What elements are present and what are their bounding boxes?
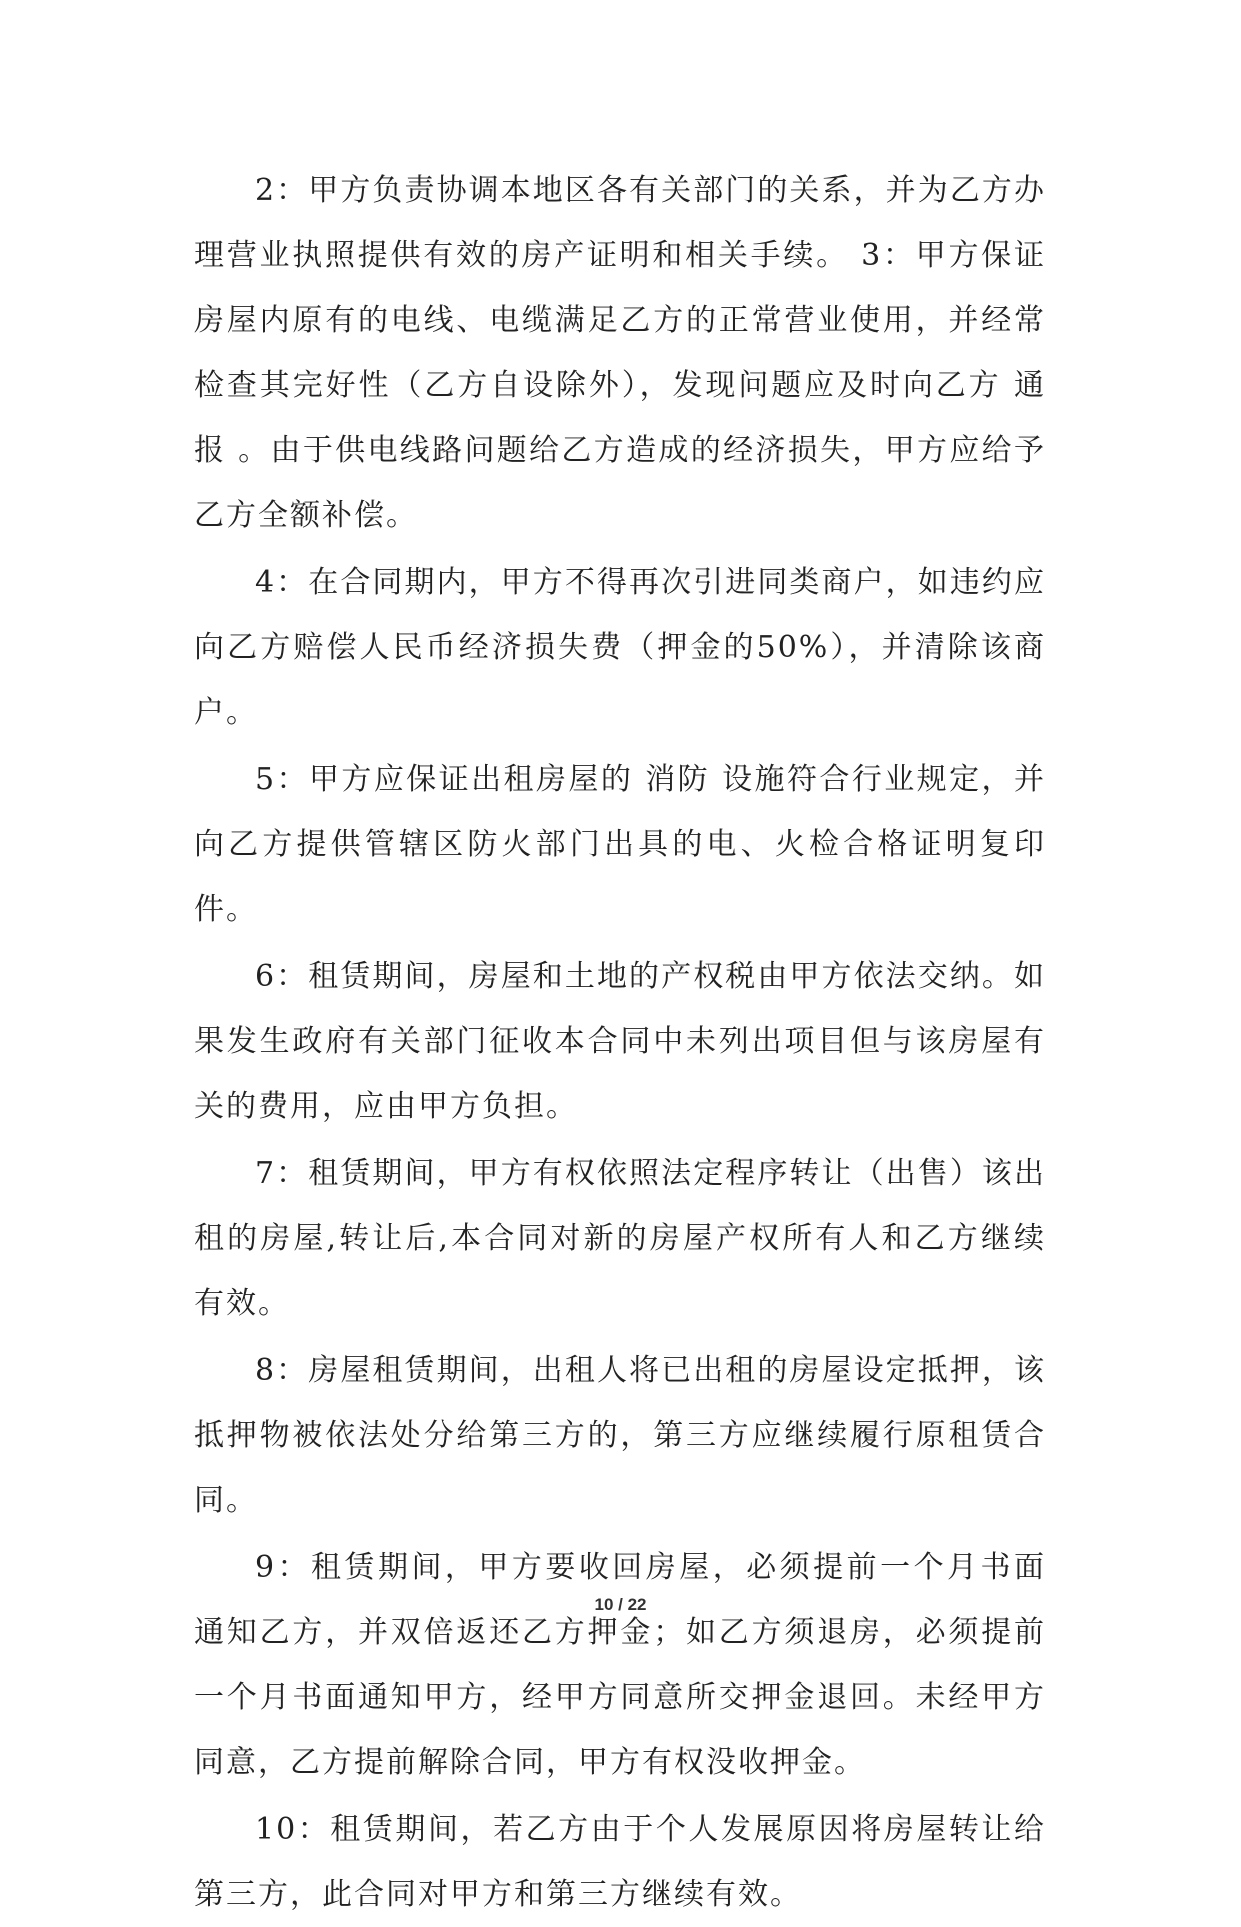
clause-paragraph: 2：甲方负责协调本地区各有关部门的关系，并为乙方办理营业执照提供有效的房产证明和相关手续。 3：甲方保证房屋内原有的电线、电缆满足乙方的正常营业使用，并经常检查其完好性（乙方自设除外），发现问题应及时向乙方 通报 。由于供电线路问题给乙方造成的经济损失，甲方应给予乙方全额补偿。 (194, 173, 1046, 533)
clause-paragraph: 9：租赁期间，甲方要收回房屋，必须提前一个月书面 通知乙方，并双倍返还乙方押金；如乙方须退房，必须提前一个月书面通知甲方，经甲方同意所交押金退回。未经甲方同意，乙方提前解除合同，甲方有权没收押金。 (194, 1550, 1058, 1780)
clause-paragraph: 8：房屋租赁期间，出租人将已出租的房屋设定抵押，该抵押物被依法处分给第三方的，第三方应继续履行原租赁合同。 (194, 1353, 1046, 1518)
document-body (194, 158, 1058, 1927)
clause-paragraph: 5：甲方应保证出租房屋的 消防 设施符合行业规定，并向乙方提供管辖区防火部门出具的电、火检合格证明复印件。 (194, 762, 1046, 927)
page-number: 10 / 22 (594, 1595, 647, 1614)
clause-paragraph: 10：租赁期间，若乙方由于个人发展原因将房屋转让给第三方，此合同对甲方和第三方继续有效。 (194, 1812, 1046, 1912)
clause-paragraph: 6：租赁期间，房屋和土地的产权税由甲方依法交纳。如果发生政府有关部门征收本合同中未列出项目但与该房屋有关的费用，应由甲方负担。 (194, 959, 1046, 1124)
clause-paragraph: 7：租赁期间，甲方有权依照法定程序转让（出售）该出租的房屋,转让后,本合同对新的房屋产权所有人和乙方继续有效。 (194, 1156, 1046, 1321)
clause-paragraph: 4：在合同期内，甲方不得再次引进同类商户，如违约应向乙方赔偿人民币经济损失费（押金的50%），并清除该商户。 (194, 565, 1046, 730)
